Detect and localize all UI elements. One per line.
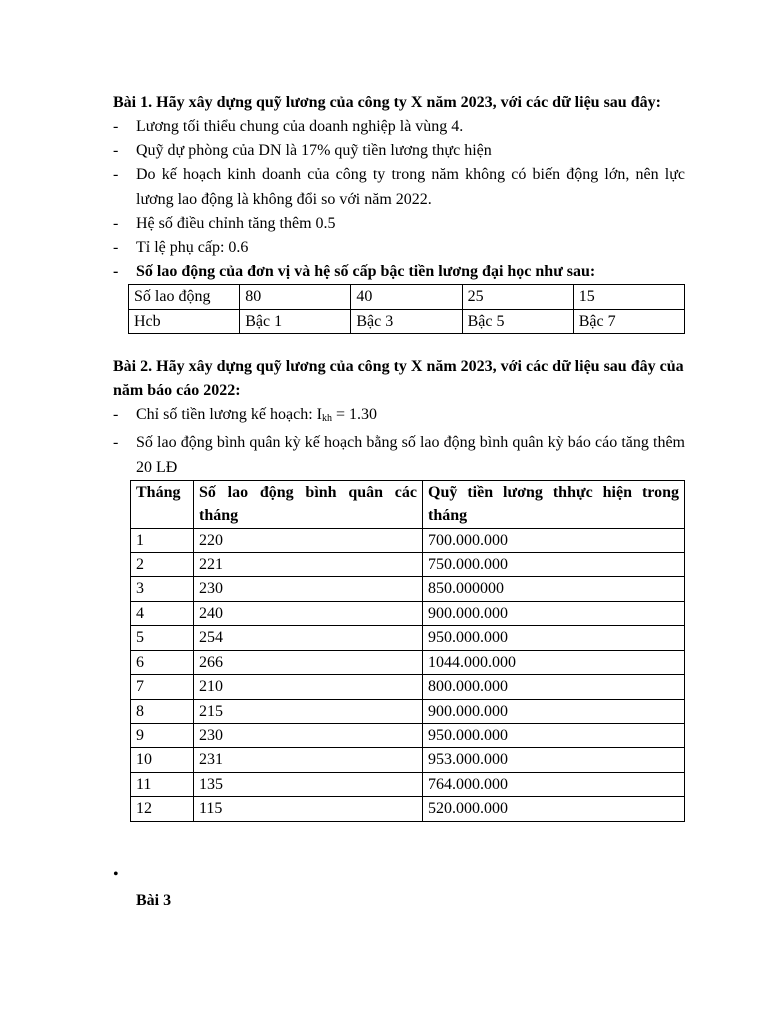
table-row [131,626,685,650]
table-row [131,675,685,699]
table-cell: 1044.000.000 [423,650,685,674]
table-cell: 700.000.000 [423,528,685,552]
bai1-item: - Hệ số điều chỉnh tăng thêm 0.5 [113,212,685,236]
table-row [131,699,685,723]
table-cell: 10 [131,748,194,772]
table-cell: 240 [194,601,423,625]
bai2-item: - Chỉ số tiền lương kế hoạch: $I_{kh} = 1.30$ [113,403,685,431]
bullet-mark: • [113,866,119,883]
table-cell: 115 [194,797,423,821]
table-row [129,309,685,333]
bai1-item: - Quỹ dự phòng của DN là 17% quỹ tiền lương thực hiện [113,139,685,163]
table-row [131,772,685,796]
table-row [131,553,685,577]
dash-mark: - [113,214,119,232]
table-cell: 15 [573,285,684,309]
table-cell: 254 [194,626,423,650]
table-cell: 953.000.000 [423,748,685,772]
table-cell: 4 [131,601,194,625]
table-cell: 230 [194,723,423,747]
table-cell: 215 [194,699,423,723]
bai1-list [113,115,685,284]
table-cell: 8 [131,699,194,723]
table-cell: Bậc 7 [573,309,684,333]
table-cell: 900.000.000 [423,699,685,723]
table-cell: 7 [131,675,194,699]
bai2-table-body [131,528,685,821]
table-cell: 5 [131,626,194,650]
table-row [131,528,685,552]
bai2-item: - Số lao động bình quân kỳ kế hoạch bằng số lao động bình quân kỳ báo cáo tăng thêm 20 LĐ [113,431,685,479]
dash-mark: - [113,434,119,452]
dash-mark: - [113,142,119,160]
table-cell: 11 [131,772,194,796]
bai1-item: - Tỉ lệ phụ cấp: 0.6 [113,236,685,260]
table-cell: Hcb [129,309,240,333]
table-header: Quỹ tiền lương thhực hiện trong tháng [423,480,685,528]
table-cell: 12 [131,797,194,821]
table-cell: 900.000.000 [423,601,685,625]
table-row [131,797,685,821]
bai1-item: - Số lao động của đơn vị và hệ số cấp bậc tiền lương đại học như sau: [113,260,685,284]
table-row [131,650,685,674]
subscript: kh [322,413,332,425]
bai1-item: - Lương tối thiểu chung của doanh nghiệp là vùng 4. [113,115,685,139]
bai2-heading: Bài 2. Hãy xây dựng quỹ lương của công ty X năm 2023, với các dữ liệu sau đây của năm báo cáo 2022: [113,358,684,400]
table-cell: 25 [462,285,573,309]
table-cell: 80 [240,285,351,309]
table-cell: 850.000000 [423,577,685,601]
table-cell: 9 [131,723,194,747]
table-row [131,577,685,601]
table-row [131,748,685,772]
table-cell: 764.000.000 [423,772,685,796]
table-cell: 231 [194,748,423,772]
table-cell: 950.000.000 [423,626,685,650]
bai2-section [113,355,685,821]
table-cell: 2 [131,553,194,577]
bai1-item: - Do kế hoạch kinh doanh của công ty trong năm không có biến động lớn, nên lực lương lao động là không đổi so với năm 2022. [113,163,685,211]
table-cell: 210 [194,675,423,699]
table-cell: Số lao động [129,285,240,309]
table-cell: 135 [194,772,423,796]
table-row [131,601,685,625]
bai2-table [130,480,685,822]
table-header: Số lao động bình quân các tháng [194,480,423,528]
table-cell: Bậc 3 [351,309,462,333]
document-page [113,91,685,822]
table-cell: 750.000.000 [423,553,685,577]
dash-mark: - [113,263,119,281]
table-row [129,285,685,309]
table-cell: 520.000.000 [423,797,685,821]
table-cell: 266 [194,650,423,674]
table-cell: 3 [131,577,194,601]
table-cell: 950.000.000 [423,723,685,747]
table-cell: 40 [351,285,462,309]
dash-mark: - [113,166,119,184]
bai1-table [128,284,685,334]
table-cell: Bậc 5 [462,309,573,333]
table-cell: 1 [131,528,194,552]
table-cell: 230 [194,577,423,601]
table-row [131,723,685,747]
table-cell: 6 [131,650,194,674]
dash-mark: - [113,118,119,135]
table-header-row [131,480,685,528]
bai3-heading: Bài 3 [136,892,172,909]
table-cell: Bậc 1 [240,309,351,333]
table-cell: 221 [194,553,423,577]
table-cell: 220 [194,528,423,552]
bai1-heading: Bài 1. Hãy xây dựng quỹ lương của công ty X năm 2023, với các dữ liệu sau đây: [113,94,661,111]
dash-mark: - [113,239,119,257]
table-cell: 800.000.000 [423,675,685,699]
dash-mark: - [113,406,119,424]
bai2-list [113,403,685,480]
table-header: Tháng [131,480,194,528]
